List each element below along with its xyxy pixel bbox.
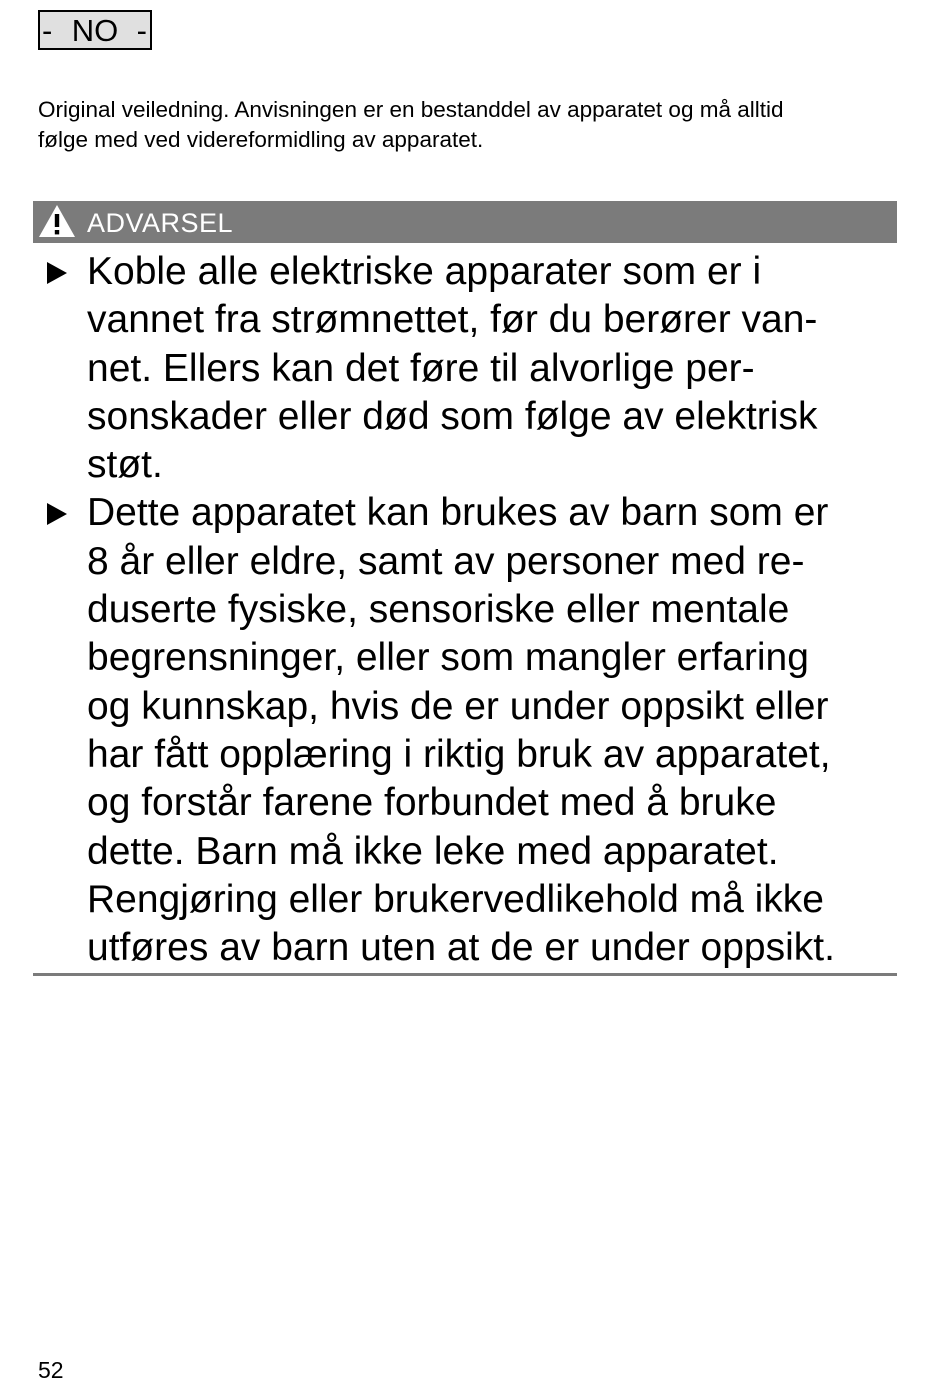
warning-item-line: net. Ellers kan det føre til alvorlige per-: [87, 346, 755, 390]
warning-item-line: sonskader eller død som følge av elektrisk: [87, 394, 818, 438]
warning-item-line: begrensninger, eller som mangler erfaring: [87, 636, 809, 680]
language-dash-left: -: [42, 13, 53, 48]
warning-item: [0, 248, 887, 489]
warning-item-line: og kunnskap, hvis de er under oppsikt eller: [87, 684, 829, 728]
warning-label: ADVARSEL: [87, 208, 234, 238]
warning-item-line: utføres av barn uten at de er under oppsikt.: [87, 926, 835, 970]
warning-item-line: støt.: [87, 443, 163, 487]
language-code: NO: [71, 13, 119, 48]
intro-text: [38, 95, 918, 155]
warning-item-line: 8 år eller eldre, samt av personer med re-: [87, 539, 805, 583]
bullet-arrow-icon: [46, 261, 68, 285]
language-badge: [38, 10, 152, 50]
section-divider: [33, 973, 897, 976]
warning-item-line: vannet fra strømnettet, før du berører van-: [87, 298, 818, 342]
intro-line: følge med ved videreformidling av apparatet.: [38, 127, 484, 152]
warning-list: [0, 248, 950, 972]
warning-header-bar: [33, 201, 897, 243]
bullet-arrow-icon: [46, 502, 68, 526]
warning-item-line: har fått opplæring i riktig bruk av apparatet,: [87, 732, 831, 776]
language-dash-right: -: [136, 13, 147, 48]
warning-item-line: Dette apparatet kan brukes av barn som er: [87, 491, 829, 535]
warning-item-line: duserte fysiske, sensoriske eller mentale: [87, 588, 790, 632]
intro-line: Original veiledning. Anvisningen er en bestanddel av apparatet og må alltid: [38, 97, 784, 122]
warning-item-line: og forstår farene forbundet med å bruke: [87, 781, 777, 825]
warning-triangle-icon: [37, 203, 77, 239]
warning-item: [0, 489, 887, 972]
warning-item-line: Rengjøring eller brukervedlikehold må ikke: [87, 877, 825, 921]
warning-item-line: Koble alle elektriske apparater som er i: [87, 250, 762, 293]
page-number: 52: [38, 1357, 64, 1383]
warning-item-line: dette. Barn må ikke leke med apparatet.: [87, 829, 779, 873]
